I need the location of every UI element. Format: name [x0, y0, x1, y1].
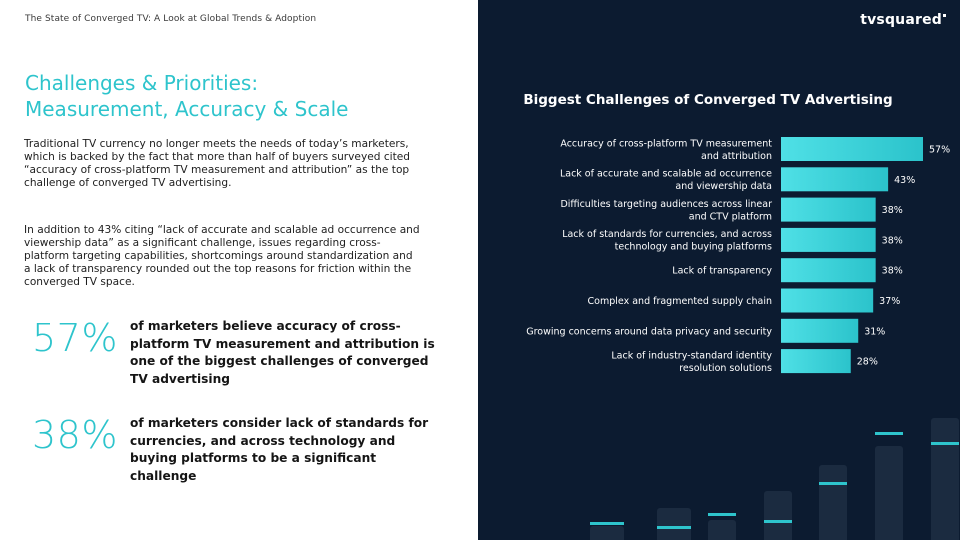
category-label [672, 266, 772, 277]
category-label-line: and attribution [701, 150, 772, 162]
category-label-line: Accuracy of cross-platform TV measurement [560, 138, 772, 150]
bar-value-label: 38% [881, 235, 903, 247]
category-label-line: technology and buying platforms [614, 241, 772, 253]
category-label-line: Complex and fragmented supply chain [587, 296, 772, 307]
bar-6 [781, 289, 873, 313]
slide-title-line2: Measurement, Accuracy & Scale [25, 97, 349, 121]
bar-1 [781, 137, 923, 161]
bar-value-label: 38% [881, 205, 903, 217]
logo-text: tvsquared [860, 12, 942, 28]
category-label-line: and viewership data [675, 181, 772, 193]
category-label-line: and CTV platform [688, 211, 772, 223]
category-label [526, 326, 772, 337]
deck-title: The State of Converged TV: A Look at Global Trends & Adoption [25, 14, 317, 24]
left-panel [0, 0, 478, 540]
bar-3 [781, 198, 876, 222]
stat-value: 57% [32, 316, 118, 360]
category-label-line: Lack of industry-standard identity [611, 350, 772, 362]
bar-4 [781, 228, 876, 252]
category-label-line: Growing concerns around data privacy and security [526, 326, 772, 338]
category-label [560, 199, 772, 223]
category-label [562, 229, 772, 253]
bar-7 [781, 319, 858, 343]
category-label-line: resolution solutions [679, 362, 772, 374]
slide-title-line1: Challenges & Priorities: [25, 71, 259, 95]
stat-description: of marketers believe accuracy of cross-platform TV measurement and attribution is one of the biggest challenges of converged TV advertising [130, 319, 435, 386]
challenges-bar-chart [478, 0, 960, 400]
bar-8 [781, 349, 851, 373]
category-label [588, 296, 772, 307]
category-label [560, 138, 772, 162]
bar-value-label: 43% [894, 174, 916, 186]
bar-value-label: 37% [879, 296, 901, 307]
bar-value-label: 28% [856, 356, 878, 368]
chart-panel [478, 0, 960, 540]
stat-value: 38% [32, 413, 118, 457]
slide-title [25, 70, 348, 122]
bar-value-label: 38% [881, 265, 903, 277]
category-label-line: Difficulties targeting audiences across linear [560, 198, 772, 210]
category-label [611, 350, 772, 374]
detail-paragraph: In addition to 43% citing “lack of accurate and scalable ad occurrence and viewership data” as a significant challenge, issues regarding cross-platform targeting capabilities, shortcomings around standardization and a lack of transparency rounded out the top reasons for friction within the converged TV space. [24, 224, 420, 288]
category-label-line: Lack of accurate and scalable ad occurrence [559, 168, 772, 180]
bar-value-label: 31% [864, 326, 886, 338]
category-label-line: Lack of transparency [672, 265, 772, 277]
bar-2 [781, 167, 888, 191]
category-label [560, 169, 772, 193]
bar-value-label: 57% [929, 144, 951, 156]
decorative-bars-graphic [478, 400, 960, 540]
chart-title: Biggest Challenges of Converged TV Advertising [523, 92, 893, 108]
intro-paragraph: Traditional TV currency no longer meets the needs of today’s marketers, which is backed by the fact that more than half of buyers surveyed cited “accuracy of cross-platform TV measurement and attribution” as the top challenge of converged TV advertising. [24, 138, 410, 189]
category-label-line: Lack of standards for currencies, and across [562, 229, 772, 241]
stat-description: of marketers consider lack of standards for currencies, and across technology and buying platforms to be a significant challenge [130, 416, 429, 483]
bar-5 [781, 258, 876, 282]
